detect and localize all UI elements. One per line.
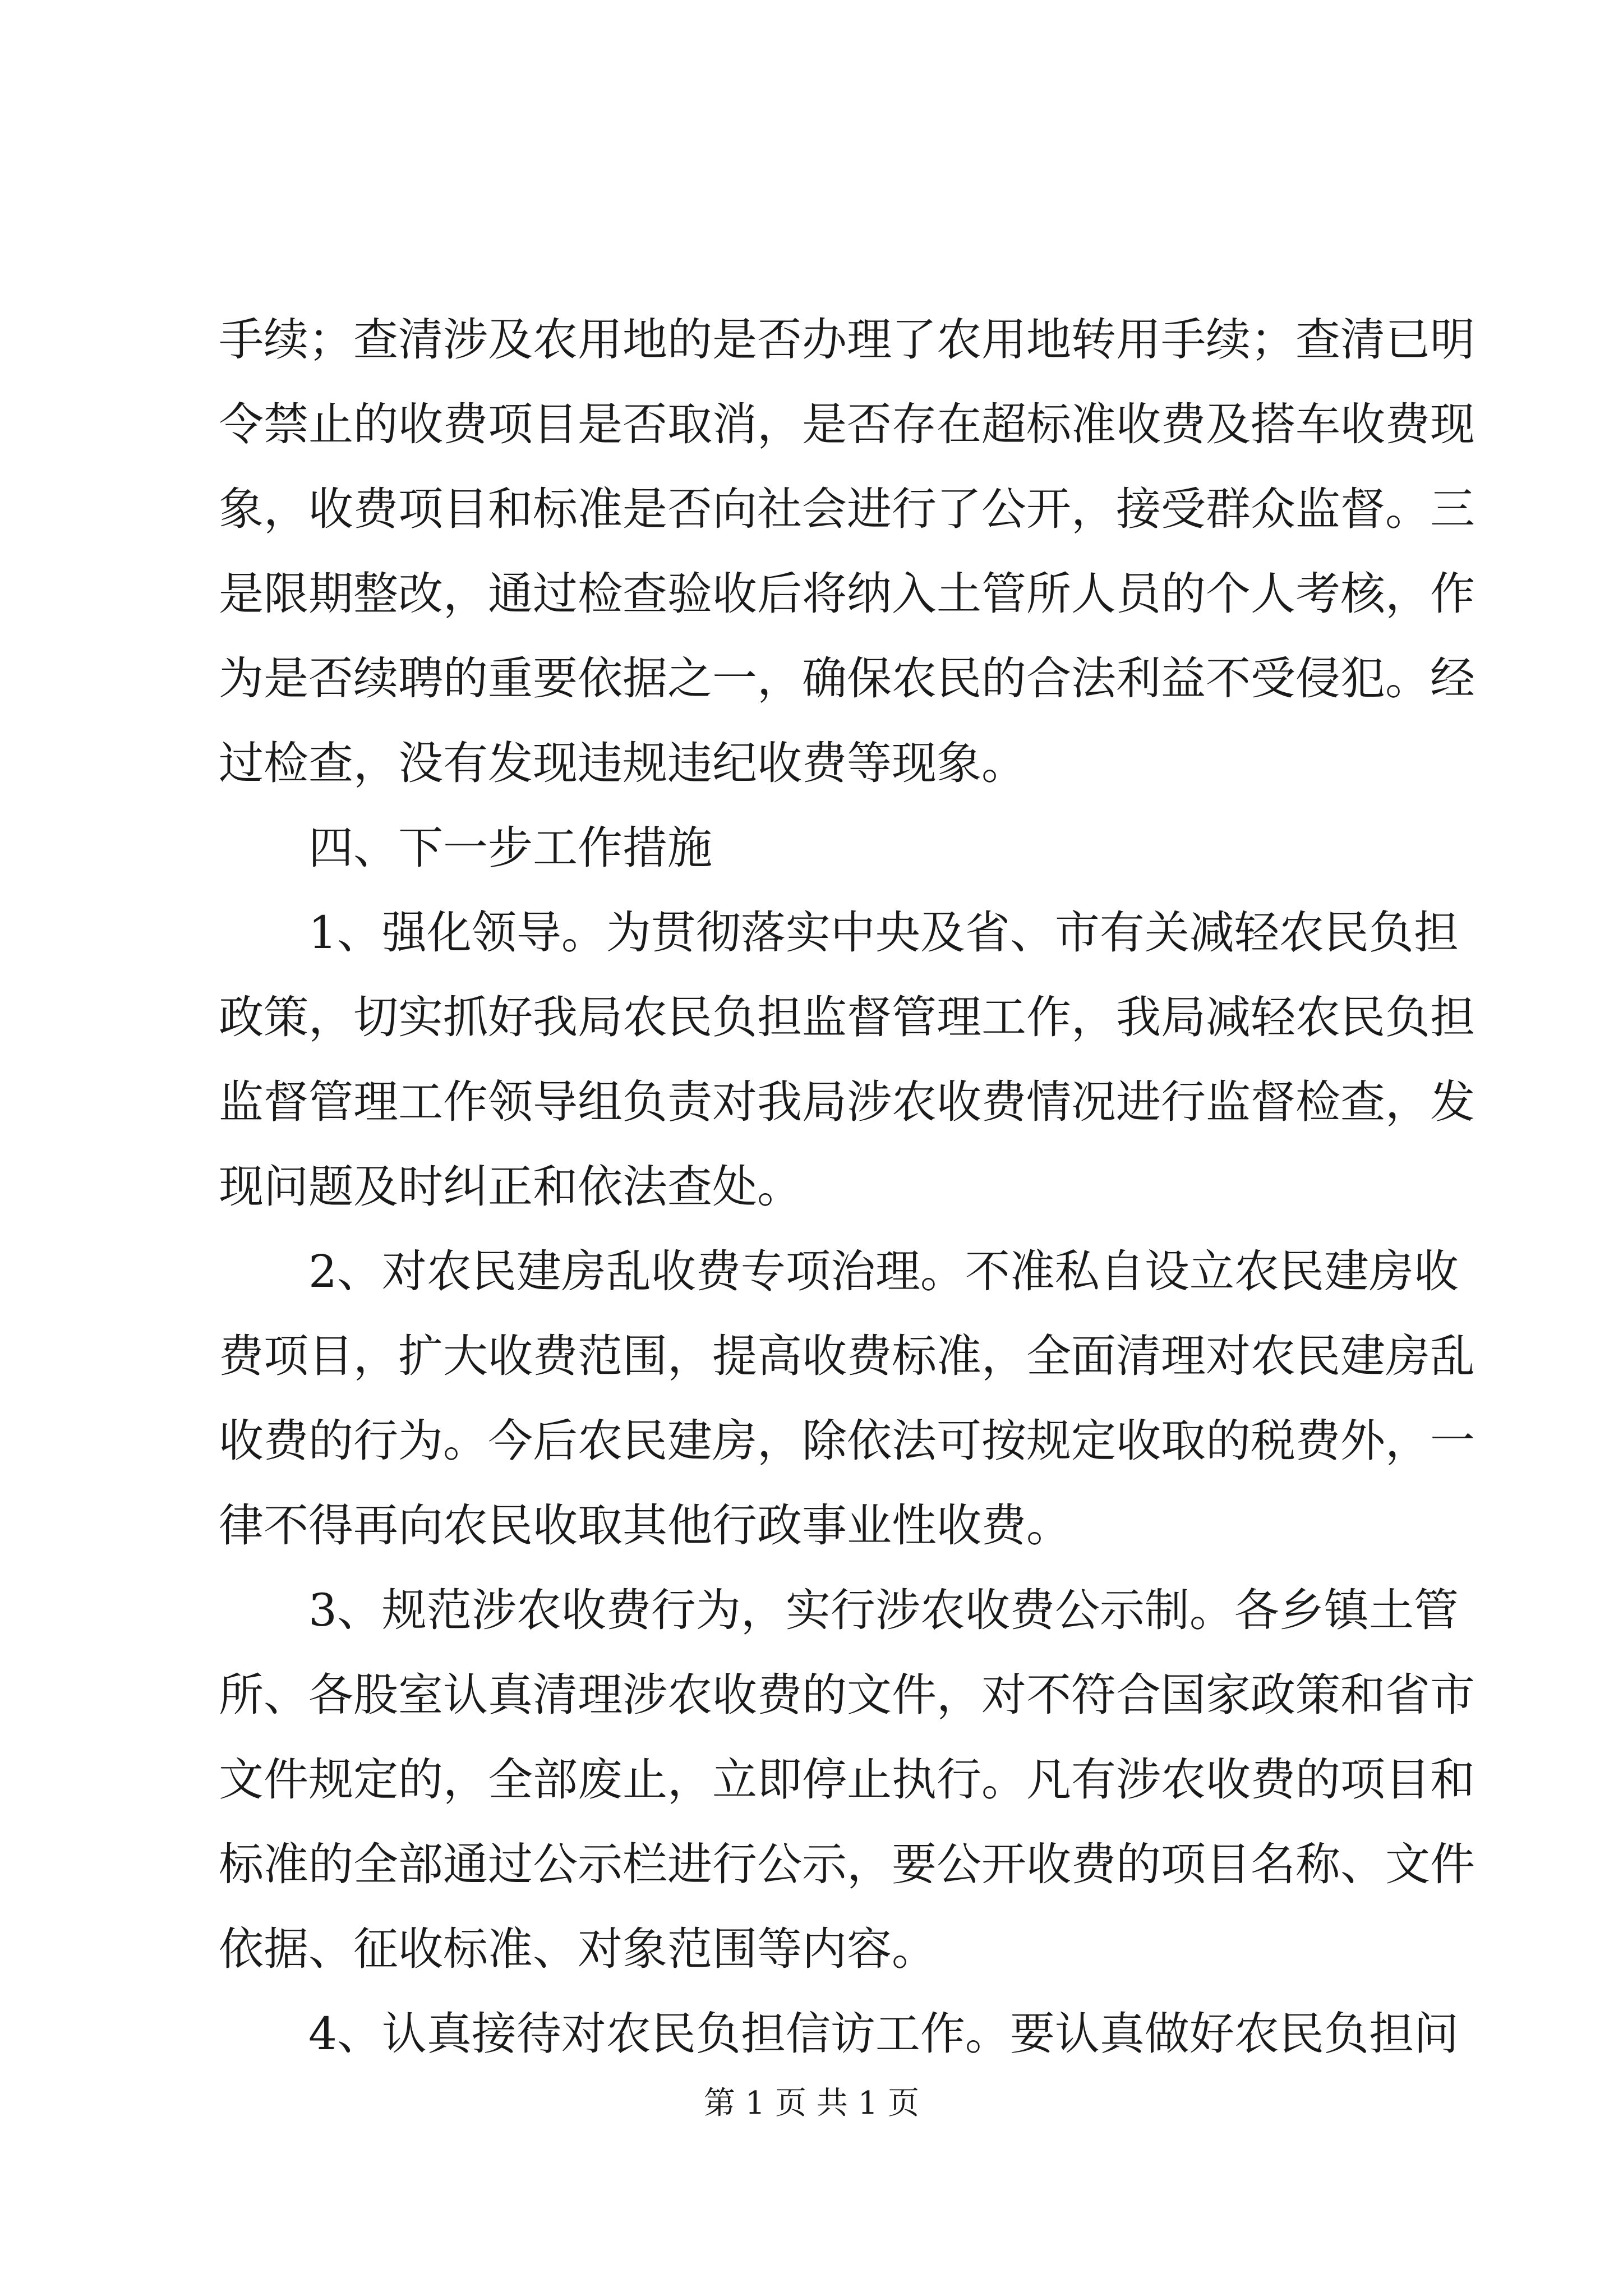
text-line: 手续；查清涉及农用地的是否办理了农用地转用手续；查清已明 bbox=[219, 314, 1475, 366]
page-footer: 第 1 页 共 1 页 bbox=[703, 2085, 920, 2122]
text-line: 2、对农民建房乱收费专项治理。不准私自设立农民建房收 bbox=[308, 1245, 1459, 1297]
text-line: 律不得再向农民收取其他行政事业性收费。 bbox=[219, 1499, 1071, 1552]
text-line: 标准的全部通过公示栏进行公示，要公开收费的项目名称、文件 bbox=[219, 1838, 1475, 1890]
text-line: 象，收费项目和标准是否向社会进行了公开，接受群众监督。三 bbox=[219, 483, 1475, 535]
body-text bbox=[219, 297, 1475, 2076]
text-line: 现问题及时纠正和依法查处。 bbox=[219, 1161, 802, 1213]
text-line: 1、强化领导。为贯彻落实中央及省、市有关减轻农民负担 bbox=[308, 907, 1459, 959]
text-line: 3、规范涉农收费行为，实行涉农收费公示制。各乡镇土管 bbox=[308, 1584, 1459, 1636]
text-line: 令禁止的收费项目是否取消，是否存在超标准收费及搭车收费现 bbox=[219, 398, 1475, 450]
text-line: 过检查，没有发现违规违纪收费等现象。 bbox=[219, 737, 1026, 789]
text-line: 为是否续聘的重要依据之一，确保农民的合法利益不受侵犯。经 bbox=[219, 652, 1475, 705]
text-line: 四、下一步工作措施 bbox=[308, 822, 712, 874]
text-line: 费项目，扩大收费范围，提高收费标准，全面清理对农民建房乱 bbox=[219, 1330, 1475, 1382]
text-line: 4、认真接待对农民负担信访工作。要认真做好农民负担问 bbox=[308, 2008, 1459, 2060]
text-line: 政策，切实抓好我局农民负担监督管理工作，我局减轻农民负担 bbox=[219, 991, 1475, 1043]
text-line: 收费的行为。今后农民建房，除依法可按规定收取的税费外，一 bbox=[219, 1415, 1475, 1467]
text-line: 监督管理工作领导组负责对我局涉农收费情况进行监督检查，发 bbox=[219, 1076, 1475, 1128]
text-line: 依据、征收标准、对象范围等内容。 bbox=[219, 1923, 937, 1975]
text-line: 所、各股室认真清理涉农收费的文件，对不符合国家政策和省市 bbox=[219, 1669, 1475, 1721]
text-line: 文件规定的，全部废止，立即停止执行。凡有涉农收费的项目和 bbox=[219, 1754, 1475, 1806]
text-line: 是限期整改，通过检查验收后将纳入土管所人员的个人考核，作 bbox=[219, 568, 1475, 620]
